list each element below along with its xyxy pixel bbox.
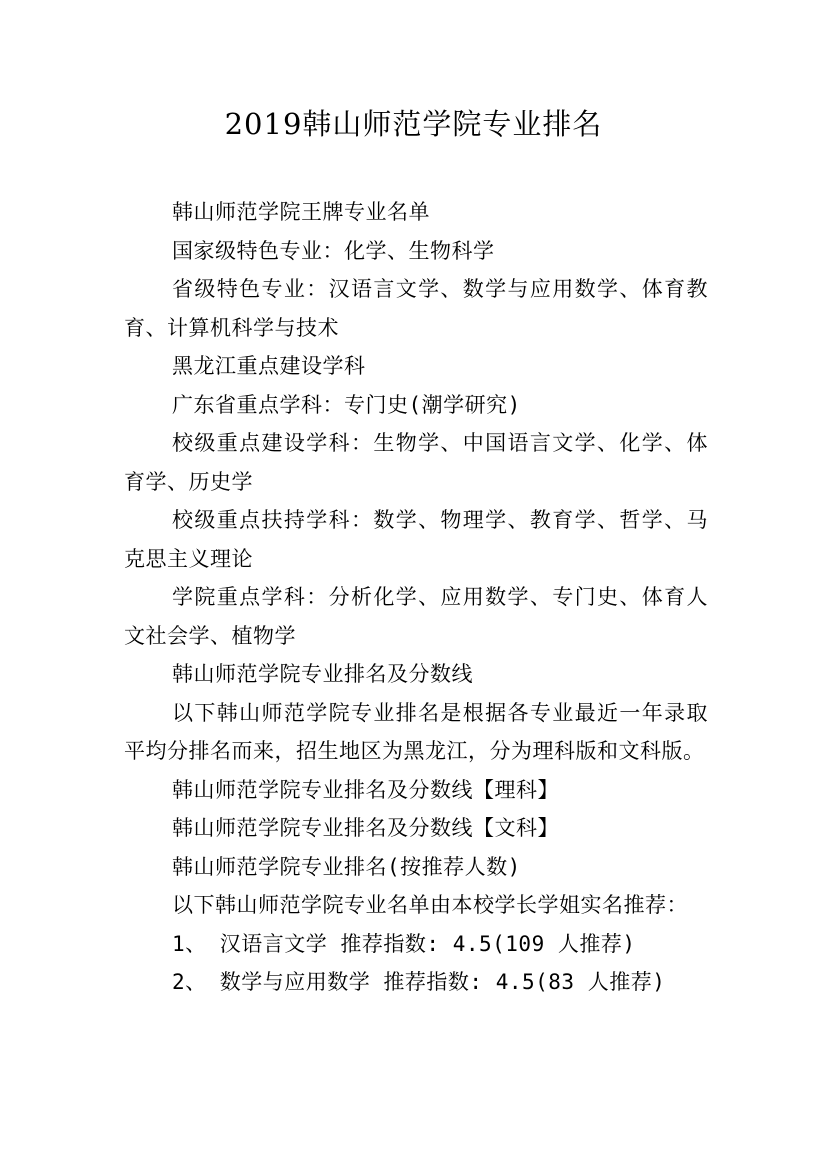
page-title: 2019韩山师范学院专业排名 xyxy=(224,107,603,141)
paragraph: 校级重点建设学科：生物学、中国语言文学、化学、体育学、历史学 xyxy=(124,431,708,494)
paragraph: 以下韩山师范学院专业名单由本校学长学姐实名推荐： xyxy=(172,893,688,917)
paragraph: 省级特色专业：汉语言文学、数学与应用数学、体育教育、计算机科学与技术 xyxy=(124,277,708,340)
paragraph: 韩山师范学院专业排名及分数线【理科】 xyxy=(172,777,559,802)
paragraph: 以下韩山师范学院专业排名是根据各专业最近一年录取平均分排名而来，招生地区为黑龙江，分为理科版和文科版。 xyxy=(124,700,708,763)
list-item: 1、 汉语言文学 推荐指数: 4.5(109 人推荐) xyxy=(172,931,636,956)
document-body xyxy=(124,193,708,1002)
list-item: 2、 数学与应用数学 推荐指数: 4.5(83 人推荐) xyxy=(172,970,666,994)
paragraph: 学院重点学科：分析化学、应用数学、专门史、体育人文社会学、植物学 xyxy=(124,585,708,648)
paragraph: 国家级特色专业：化学、生物科学 xyxy=(172,238,495,263)
paragraph: 韩山师范学院王牌专业名单 xyxy=(172,200,430,224)
paragraph: 广东省重点学科：专门史(潮学研究) xyxy=(172,392,521,417)
paragraph: 校级重点扶持学科：数学、物理学、教育学、哲学、马克思主义理论 xyxy=(124,508,708,571)
paragraph: 韩山师范学院专业排名及分数线 xyxy=(172,662,473,686)
paragraph: 韩山师范学院专业排名及分数线【文科】 xyxy=(172,816,559,840)
paragraph: 黑龙江重点建设学科 xyxy=(172,354,366,378)
paragraph: 韩山师范学院专业排名(按推荐人数) xyxy=(172,854,521,879)
